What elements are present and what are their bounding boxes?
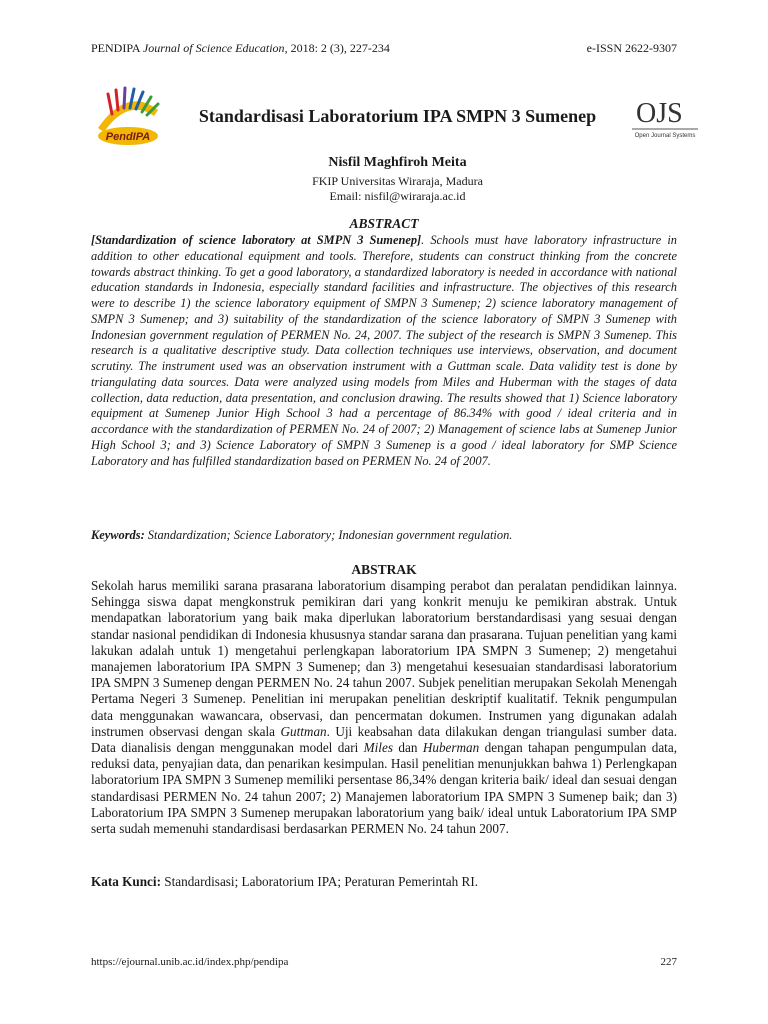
svg-text:OJS: OJS [636, 98, 683, 129]
author-block [150, 150, 645, 204]
ojs-logo [630, 96, 700, 140]
keywords-label: Keywords: [91, 528, 145, 542]
journal-citation: PENDIPA Journal of Science Education, 2018: 2 (3), 227-234 [91, 41, 390, 55]
abstract-body [91, 233, 677, 469]
ojs-logo-icon [630, 96, 700, 140]
svg-text:Open Journal Systems: Open Journal Systems [634, 133, 696, 139]
eissn: e-ISSN 2622-9307 [586, 41, 677, 55]
author-email: Email: nisfil@wiraraja.ac.id [329, 189, 466, 203]
journal-url[interactable]: https://ejournal.unib.ac.id/index.php/pendipa [91, 956, 289, 968]
keywords [91, 527, 677, 543]
page-number: 227 [660, 956, 677, 968]
abstract-heading: ABSTRACT [349, 216, 419, 231]
author-name: Nisfil Maghfiroh Meita [328, 155, 467, 170]
abstrak-body: Sekolah harus memiliki sarana prasarana laboratorium disamping perabot dan peralatan pendidikan lainnya. Sehingga siswa dapat mengkonstruk pemikiran dari yang konkrit menuju ke pemikiran abstrak. Untuk mendapatkan laboratorium yang baik maka diperlukan laboratorium berstandardisasi yang sesuai dengan standar nasional pendidikan di Indonesia khususnya standar sarana dan prasarana. Tujuan penelitian yang kami lakukan adalah untuk 1) mengetahui perlengkapan laboratorium IPA SMPN 3 Sumenep; 2) mengetahui manajemen laboratorium IPA SMPN 3 Sumenep; dan 3) mengetahui kesesuaian standardisasi laboratorium IPA SMPN 3 Sumenep dengan PERMEN No. 24 tahun 2007. Subjek penelitian merupakan Sekolah Menengah Pertama Negeri 3 Sumenep. Penelitian ini merupakan penelitian deskriptif kualitatif. Teknik pengumpulan data menggunakan wawancara, observasi, dan pencermatan dokumen. Instrumen yang digunakan adalah instrumen observasi dengan skala Guttman. Uji keabsahan data dilakukan dengan triangulasi sumber data. Data dianalisis dengan menggunakan model dari Miles dan Huberman dengan tahapan pengumpulan data, reduksi data, penyajian data, dan penarikan kesimpulan. Hasil penelitian menunjukkan bahwa 1) Perlengkapan laboratorium IPA SMPN 3 Sumenep memiliki persentase 86,34% dengan kriteria baik/ ideal dan sesuai dengan standardisasi PERMEN No. 24 tahun 2007; 2) Manajemen laboratorium IPA SMPN 3 Sumenep baik; dan 3) Laboratorium IPA SMPN 3 Sumenep merupakan laboratorium yang baik/ ideal untuk Laboratorium IPA SMP serta sudah memenuhi standardisasi berdasarkan PERMEN No. 24 tahun 2007. [91, 578, 677, 837]
running-header [91, 41, 677, 55]
svg-text:PendIPA: PendIPA [105, 131, 151, 143]
author-affiliation: FKIP Universitas Wiraraja, Madura [312, 174, 483, 188]
abstract-title: [Standardization of science laboratory at SMPN 3 Sumenep] [91, 233, 422, 247]
abstract-text: . Schools must have laboratory infrastructure in addition to other educational equipment and tools. Therefore, students can construct thinking from the concrete towards abstract thinking. To get a good laboratory, a standardized laboratory is needed in accordance with national education standards in Indonesia, especially standard facilities and infrastructure. The objectives of this research were to describe 1) the science laboratory equipment of SMPN 3 Sumenep; 2) science laboratory management of SMPN 3 Sumenep; and 3) suitability of the standardization of the science laboratory of SMPN 3 Sumenep with Indonesian government regulation of PERMEN No. 24, 2007. The subject of the research is SMPN 3 Sumenep. This research is a qualitative descriptive study. Data collection techniques use interviews, observation, and document scrutiny. The instrument used was an observation instrument with a Guttman scale. Data validity test is done by triangulating data sources. Data were analyzed using models from Miles and Huberman with the stages of data collection, data reduction, data presentation, and conclusion drawing. The results showed that 1) Science laboratory equipment at Sumenep Junior High School 3 had a percentage of 86.34% with good / ideal criteria and in accordance with the standardization of PERMEN No. 24 of 2007; 2) Management of science labs at Sumenep Junior High School 3; and 3) Science Laboratory of SMPN 3 Sumenep is a good / ideal laboratory for SMP Science Laboratory and has fulfilled standardization based on PERMEN No. 24 of 2007. [91, 233, 677, 468]
kata-kunci-text: Standardisasi; Laboratorium IPA; Peraturan Pemerintah RI. [160, 874, 479, 889]
kata-kunci [91, 873, 677, 890]
page-footer [91, 955, 677, 969]
abstrak-heading: ABSTRAK [351, 562, 417, 577]
keywords-text: Standardization; Science Laboratory; Indonesian government regulation. [144, 528, 513, 542]
kata-kunci-label: Kata Kunci: [91, 874, 161, 889]
paper-title: Standardisasi Laboratorium IPA SMPN 3 Sumenep [198, 106, 597, 126]
